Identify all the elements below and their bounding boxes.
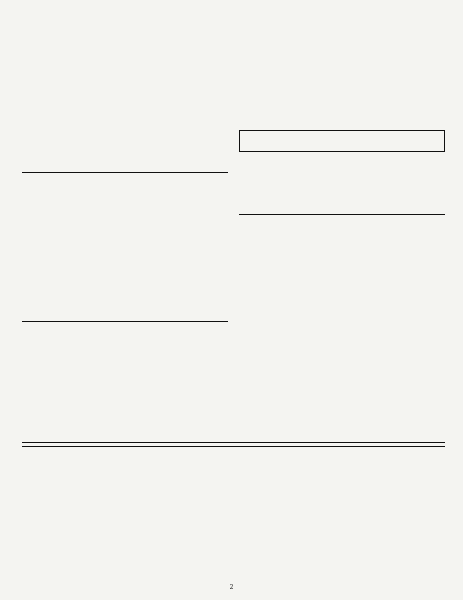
left-paragraph-2 bbox=[22, 209, 228, 321]
footnote-1 bbox=[22, 450, 445, 480]
right-boxed-heading bbox=[239, 130, 445, 152]
footnote-2 bbox=[22, 482, 445, 524]
left-rule-2 bbox=[22, 321, 228, 322]
right-column bbox=[239, 20, 445, 442]
left-paragraph-3 bbox=[22, 336, 228, 436]
right-paragraph-3 bbox=[239, 218, 445, 442]
left-rule-1 bbox=[22, 172, 228, 173]
left-heading-1 bbox=[22, 175, 228, 207]
left-column bbox=[22, 20, 228, 436]
footnotes bbox=[22, 450, 445, 578]
right-paragraph-2 bbox=[239, 154, 445, 214]
right-paragraph-1 bbox=[239, 20, 445, 128]
footnote-3 bbox=[22, 526, 445, 576]
footnote-separator bbox=[22, 442, 445, 447]
left-paragraph-1 bbox=[22, 20, 228, 172]
page-number: 2 bbox=[229, 584, 234, 591]
right-column-rule bbox=[239, 214, 445, 215]
left-heading-2 bbox=[22, 324, 228, 334]
